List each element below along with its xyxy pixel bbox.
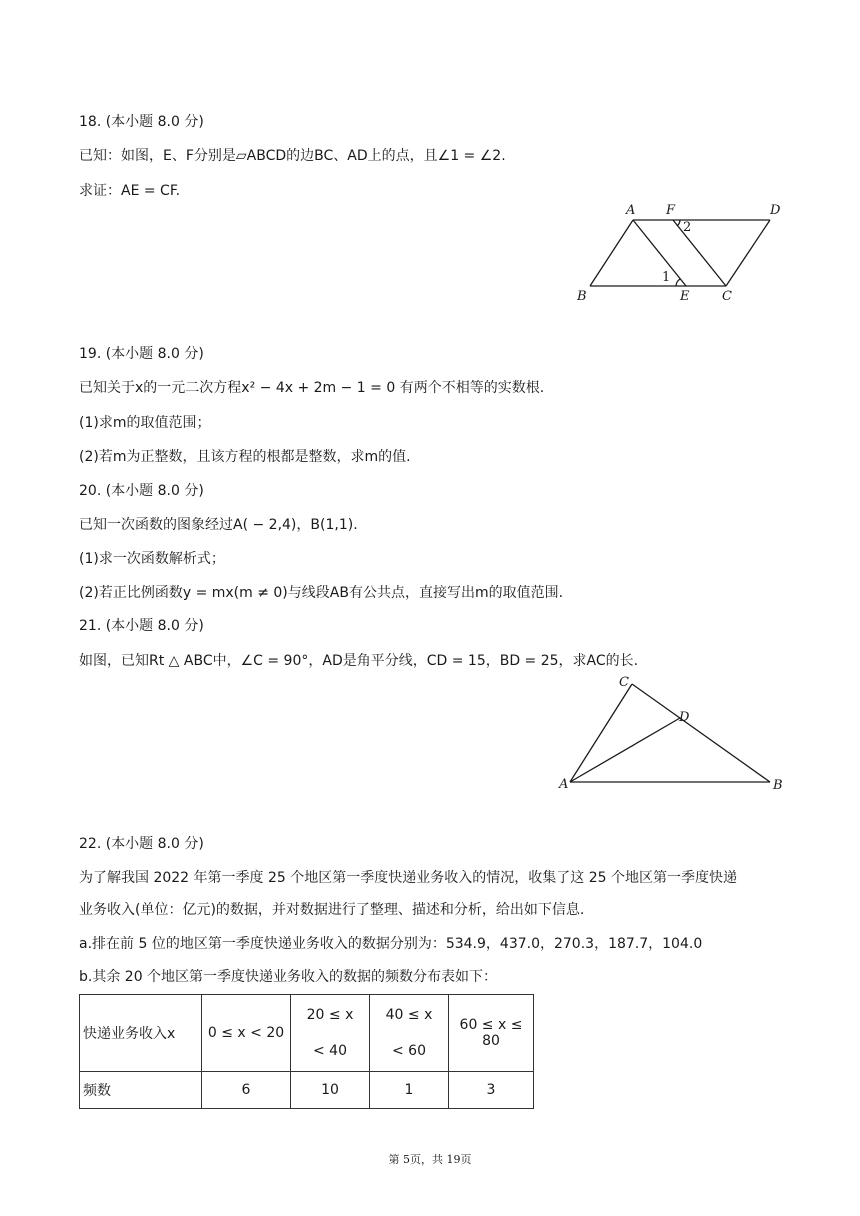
table-header-range-4: 60 ≤ x ≤ 80 xyxy=(449,995,534,1072)
q19-header: 19. (本小题 8.0 分) xyxy=(79,346,204,362)
label-d: D xyxy=(770,203,781,218)
q20-part2: (2)若正比例函数y = mx(m ≠ 0)与线段AB有公共点，直接写出m的取值范围. xyxy=(79,585,564,601)
side-cb xyxy=(632,684,770,782)
label-angle-2: 2 xyxy=(683,220,692,235)
table-cell-count: 6 xyxy=(202,1072,291,1109)
label-c: C xyxy=(619,675,629,690)
page-footer: 第 5页，共 19页 xyxy=(388,1153,472,1166)
side-ab xyxy=(590,220,633,286)
label-e: E xyxy=(680,289,690,304)
angle-2-arc xyxy=(677,220,680,226)
q22-info-a: a.排在前 5 位的地区第一季度快递业务收入的数据分别为：534.9，437.0，270.3，187.7，104.0 xyxy=(79,936,703,952)
q22-stem-line1: 为了解我国 2022 年第一季度 25 个地区第一季度快递业务收入的情况，收集了这 25 个地区第一季度快递 xyxy=(79,870,737,886)
range-2-top: 20 ≤ x xyxy=(306,1007,354,1023)
range-3-bottom: < 60 xyxy=(392,1043,426,1059)
range-2-bottom: < 40 xyxy=(313,1043,347,1059)
q22-stem-line2: 业务收入(单位：亿元)的数据，并对数据进行了整理、描述和分析，给出如下信息. xyxy=(79,902,585,918)
q18-given: 已知：如图，E、F分别是▱ABCD的边BC、AD上的点，且∠1 = ∠2. xyxy=(79,148,506,164)
q20-stem: 已知一次函数的图象经过A( − 2,4)，B(1,1). xyxy=(79,517,358,533)
table-cell-count: 10 xyxy=(291,1072,370,1109)
table-header-label: 快递业务收入x xyxy=(80,995,202,1072)
label-c: C xyxy=(722,289,732,304)
table-header-range-3 xyxy=(370,995,449,1072)
q18-prove: 求证：AE = CF. xyxy=(79,183,181,199)
table-cell-count: 1 xyxy=(370,1072,449,1109)
label-d: D xyxy=(679,710,690,725)
q20-part1: (1)求一次函数解析式； xyxy=(79,551,225,567)
label-b: B xyxy=(773,778,783,793)
label-a: A xyxy=(559,777,569,792)
table-cell-count: 3 xyxy=(449,1072,534,1109)
label-f: F xyxy=(666,203,676,218)
q21-stem: 如图，已知Rt △ ABC中，∠C = 90°，AD是角平分线，CD = 15，BD = 25，求AC的长. xyxy=(79,653,639,669)
parallelogram-figure xyxy=(570,200,790,305)
label-a: A xyxy=(626,203,636,218)
label-angle-1: 1 xyxy=(662,270,671,285)
bisector-ad xyxy=(570,718,680,782)
q22-info-b: b.其余 20 个地区第一季度快递业务收入的数据的频数分布表如下： xyxy=(79,969,498,985)
segment-ae xyxy=(633,220,686,286)
frequency-table xyxy=(79,994,534,1109)
q21-header: 21. (本小题 8.0 分) xyxy=(79,618,204,634)
q19-part2: (2)若m为正整数，且该方程的根都是整数，求m的值. xyxy=(79,449,411,465)
side-ac xyxy=(570,684,632,782)
q20-header: 20. (本小题 8.0 分) xyxy=(79,483,204,499)
table-row xyxy=(80,1072,534,1109)
table-row-label: 频数 xyxy=(80,1072,202,1109)
table-header-range-2 xyxy=(291,995,370,1072)
q22-header: 22. (本小题 8.0 分) xyxy=(79,836,204,852)
right-triangle-figure xyxy=(555,670,790,800)
range-3-top: 40 ≤ x xyxy=(385,1007,433,1023)
q19-part1: (1)求m的取值范围； xyxy=(79,415,211,431)
segment-cf xyxy=(673,220,726,286)
q19-stem: 已知关于x的一元二次方程x² − 4x + 2m − 1 = 0 有两个不相等的实数根. xyxy=(79,380,545,396)
table-row xyxy=(80,995,534,1072)
q18-header: 18. (本小题 8.0 分) xyxy=(79,114,204,130)
label-b: B xyxy=(577,289,587,304)
angle-1-arc xyxy=(676,279,680,286)
side-dc xyxy=(726,220,770,286)
table-header-range-1: 0 ≤ x < 20 xyxy=(202,995,291,1072)
